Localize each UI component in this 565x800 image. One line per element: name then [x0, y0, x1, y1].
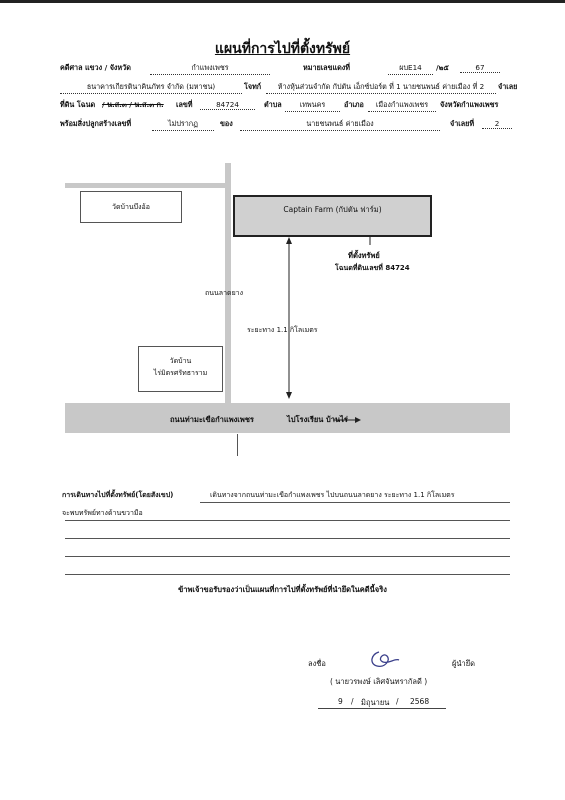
case-year: 67 — [460, 63, 500, 73]
date-sep-1: / — [351, 697, 354, 706]
page-top-border — [0, 0, 565, 3]
directions-underline-3 — [65, 538, 510, 539]
temple-rai-mit-box — [138, 346, 223, 392]
court-value: กำแพงเพชร — [150, 63, 270, 75]
land-label: ที่ดิน โฉนด — [60, 100, 96, 109]
directions-label: การเดินทางไปที่ตั้งทรัพย์(โดยสังเขป) — [62, 491, 174, 499]
defendant-value: ห้างหุ้นส่วนจำกัด กัปตัน เอ็กซ์ปอร์ต ที่ 1 นายชนพนธ์ ค่ายเมือง ที่ 2 — [266, 82, 496, 94]
province-label: จังหวัดกำแพงเพชร — [440, 100, 499, 109]
plaintiff-value: ธนาคารเกียรตินาคินภัทร จำกัด (มหาชน) — [60, 82, 242, 94]
header-row-court — [60, 63, 520, 77]
header-row-building — [60, 119, 520, 133]
header-row-land — [60, 100, 520, 114]
temple-rai-mit-line2: ไร่มิตรศรัทธาราม — [153, 369, 208, 377]
land-type: / น.ส.๓ / น.ส.๓ ก. — [102, 100, 164, 109]
case-sep: /๒๕ — [436, 63, 449, 72]
top-road — [65, 183, 225, 188]
defendant-suffix: จำเลย — [498, 82, 518, 91]
sign-label: ลงชื่อ — [308, 659, 326, 668]
district-value: เมืองกำแพงเพชร — [368, 100, 436, 112]
main-road-label: ถนนท่ามะเขือกำแพงเพชร — [170, 415, 254, 424]
court-label: คดีศาล แขวง / จังหวัด — [60, 63, 131, 72]
defendant-no-label: จำเลยที่ — [450, 119, 475, 128]
direction-label: ไปโรงเรียน บ้านไร่ — [287, 415, 348, 424]
deed-label: โฉนดที่ดินเลขที่ 84724 — [335, 264, 410, 272]
owner-label: ของ — [220, 119, 233, 128]
signature-mark — [365, 648, 405, 670]
land-no-value: 84724 — [200, 100, 255, 110]
distance-arrow-top — [286, 237, 292, 244]
building-no-value: ไม่ปรากฏ — [152, 119, 214, 131]
owner-value: นายชนพนธ์ ค่ายเมือง — [240, 119, 440, 131]
directions-underline-5 — [65, 574, 510, 575]
case-label: หมายเลขแดงที่ — [303, 63, 351, 72]
captain-farm-box — [233, 195, 432, 237]
case-number: ผบE14 — [388, 63, 433, 75]
plaintiff-suffix: โจทก์ — [244, 82, 262, 91]
property-label: ที่ตั้งทรัพย์ — [348, 251, 380, 260]
directions-line-2: จะพบทรัพย์ทางด้านขวามือ — [62, 509, 143, 517]
directions-underline-1 — [200, 502, 510, 503]
signer-name: ( นายวรพงษ์ เลิศจันทรากัลดี ) — [330, 677, 428, 686]
sign-day: 9 — [338, 697, 343, 706]
district-label: อำเภอ — [344, 100, 364, 109]
defendant-no-value: 2 — [482, 119, 512, 129]
building-label: พร้อมสิ่งปลูกสร้างเลขที่ — [60, 119, 132, 128]
sign-month: มิถุนายน — [361, 698, 390, 707]
subdistrict-label: ตำบล — [264, 100, 282, 109]
temple-bueng-o-label: วัดบ้านบึงอ้อ — [112, 203, 150, 211]
certification-statement: ข้าพเจ้าขอรับรองว่าเป็นแผนที่การไปที่ตั้งทรัพย์ที่นำยึดในคดีนี้จริง — [178, 585, 387, 594]
date-sep-2: / — [396, 697, 399, 706]
signer-role: ผู้นำยึด — [452, 659, 475, 668]
captain-farm-label: Captain Farm (กัปตัน ฟาร์ม) — [283, 205, 382, 214]
sign-year: 2568 — [410, 697, 430, 706]
location-map — [65, 163, 510, 435]
land-no-label: เลขที่ — [176, 100, 193, 109]
distance-arrow-bottom — [286, 392, 292, 399]
directions-underline-2 — [65, 520, 510, 521]
subdistrict-value: เทพนคร — [285, 100, 340, 112]
date-underline — [318, 708, 446, 709]
header-row-parties — [60, 82, 520, 96]
temple-bueng-o-box — [80, 191, 182, 223]
distance-label: ระยะทาง 1.1 กิโลเมตร — [247, 326, 318, 334]
paved-road-label: ถนนลาดยาง — [205, 289, 244, 297]
paved-road — [225, 163, 231, 403]
document-title: แผนที่การไปที่ตั้งทรัพย์ — [214, 41, 351, 57]
map-connector-line — [237, 434, 238, 456]
directions-line-1: เดินทางจากถนนท่ามะเขือกำแพงเพชร ไปบนถนนลาดยาง ระยะทาง 1.1 กิโลเมตร — [210, 491, 455, 499]
temple-rai-mit-line1: วัดบ้าน — [169, 357, 192, 365]
directions-underline-4 — [65, 556, 510, 557]
